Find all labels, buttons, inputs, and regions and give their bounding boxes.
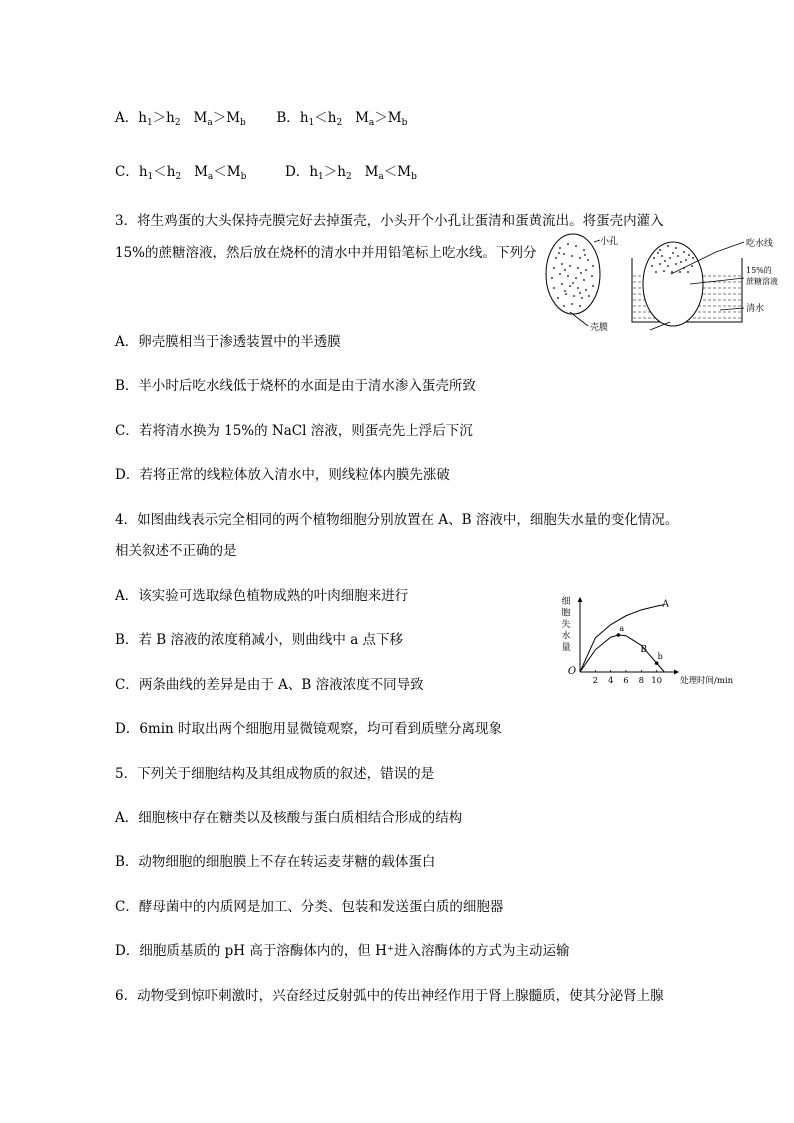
x-tick-label: 2 bbox=[592, 676, 599, 686]
egg-shell-in-beaker bbox=[643, 242, 703, 326]
label-hole: 小孔 bbox=[600, 237, 619, 247]
point-label-a: a bbox=[619, 624, 625, 633]
q5-option-a: A．细胞核中存在糖类以及核酸与蛋白质相结合形成的结构 bbox=[115, 810, 463, 826]
label-shell: 壳膜 bbox=[590, 323, 609, 333]
label-waterline: 吃水线 bbox=[746, 239, 774, 249]
prev-options-row-2 bbox=[115, 163, 417, 186]
series-line-B bbox=[580, 635, 664, 672]
label-water: 清水 bbox=[746, 304, 765, 314]
origin-label: O bbox=[567, 666, 577, 677]
y-axis-label-char: 细 bbox=[561, 597, 571, 607]
prev-option-b: B．$h_1<h_2$ $M_a>M_b$ bbox=[276, 110, 408, 128]
prev-option-c: C．$h_1<h_2$ $M_a<M_b$ bbox=[115, 164, 247, 182]
q3-option-d: D．若将正常的线粒体放入清水中，则线粒体内膜先涨破 bbox=[115, 467, 450, 483]
egg-shell-left bbox=[546, 234, 600, 314]
q3-option-a: A．卵壳膜相当于渗透装置中的半透膜 bbox=[115, 334, 341, 350]
x-tick-label: 6 bbox=[623, 676, 629, 686]
q4-option-c: C．两条曲线的差异是由于 A、B 溶液浓度不同导致 bbox=[115, 677, 424, 693]
q6-stem: 6．动物受到惊吓刺激时，兴奋经过反射弧中的传出神经作用于肾上腺髓质，使其分泌肾上腺 bbox=[115, 988, 664, 1004]
point-b bbox=[655, 661, 659, 665]
q5-stem: 5．下列关于细胞结构及其组成物质的叙述，错误的是 bbox=[115, 766, 435, 782]
x-tick-label: 10 bbox=[651, 676, 663, 686]
q4-option-b: B．若 B 溶液的浓度稍减小，则曲线中 a 点下移 bbox=[115, 632, 404, 648]
prev-option-d: D．$h_1>h_2$ $M_a<M_b$ bbox=[284, 164, 417, 182]
q4-option-d: D．6min 时取出两个细胞用显微镜观察，均可看到质壁分离现象 bbox=[115, 721, 503, 737]
series-line-A bbox=[580, 605, 664, 672]
point-label-b: b bbox=[657, 652, 663, 662]
prev-options-row-1 bbox=[115, 109, 407, 132]
x-axis-label: 处理时间/min bbox=[680, 676, 734, 686]
q5-option-b: B．动物细胞的细胞膜上不存在转运麦芽糖的载体蛋白 bbox=[115, 854, 436, 870]
y-axis-arrow bbox=[578, 597, 583, 602]
series-label-B: B bbox=[640, 645, 647, 655]
y-axis-label-char: 胞 bbox=[561, 608, 571, 619]
q3-stem-line-1: 3．将生鸡蛋的大头保持壳膜完好去掉蛋壳，小头开个小孔让蛋清和蛋黄流出。将蛋壳内灌入 bbox=[115, 213, 664, 229]
x-tick-label: 8 bbox=[638, 676, 645, 686]
q3-option-c: C．若将清水换为 15%的 NaCl 溶液，则蛋壳先上浮后下沉 bbox=[115, 423, 473, 439]
q5-option-d: D．细胞质基质的 pH 高于溶酶体内的，但 H⁺进入溶酶体的方式为主动运输 bbox=[115, 943, 570, 959]
y-axis-label-char: 水 bbox=[561, 631, 571, 642]
point-a bbox=[617, 633, 621, 637]
q3-stem-line-2: 15%的蔗糖溶液，然后放在烧杯的清水中并用铅笔标上吃水线。下列分 bbox=[115, 245, 537, 261]
x-tick-label: 4 bbox=[607, 676, 614, 686]
x-axis-arrow bbox=[674, 670, 679, 675]
label-sucrose-2: 蔗糖溶液 bbox=[746, 277, 778, 286]
q3-option-b: B．半小时后吃水线低于烧杯的水面是由于清水渗入蛋壳所致 bbox=[115, 378, 476, 394]
q4-water-loss-chart bbox=[550, 592, 750, 692]
q3-egg-figure bbox=[540, 226, 790, 334]
series-label-A: A bbox=[662, 599, 669, 610]
q4-stem-line-1: 4．如图曲线表示完全相同的两个植物细胞分别放置在 A、B 溶液中，细胞失水量的变化情况。 bbox=[115, 512, 679, 528]
y-axis-label-char: 失 bbox=[561, 620, 571, 630]
q4-option-a: A．该实验可选取绿色植物成熟的叶肉细胞来进行 bbox=[115, 588, 409, 604]
y-axis-label-char: 量 bbox=[561, 643, 571, 653]
label-sucrose-1: 15%的 bbox=[746, 266, 772, 275]
prev-option-a: A．$h_1>h_2$ $M_a>M_b$ bbox=[115, 110, 246, 128]
q4-stem-line-2: 相关叙述不正确的是 bbox=[115, 543, 237, 559]
q5-option-c: C．酵母菌中的内质网是加工、分类、包装和发送蛋白质的细胞器 bbox=[115, 899, 504, 915]
